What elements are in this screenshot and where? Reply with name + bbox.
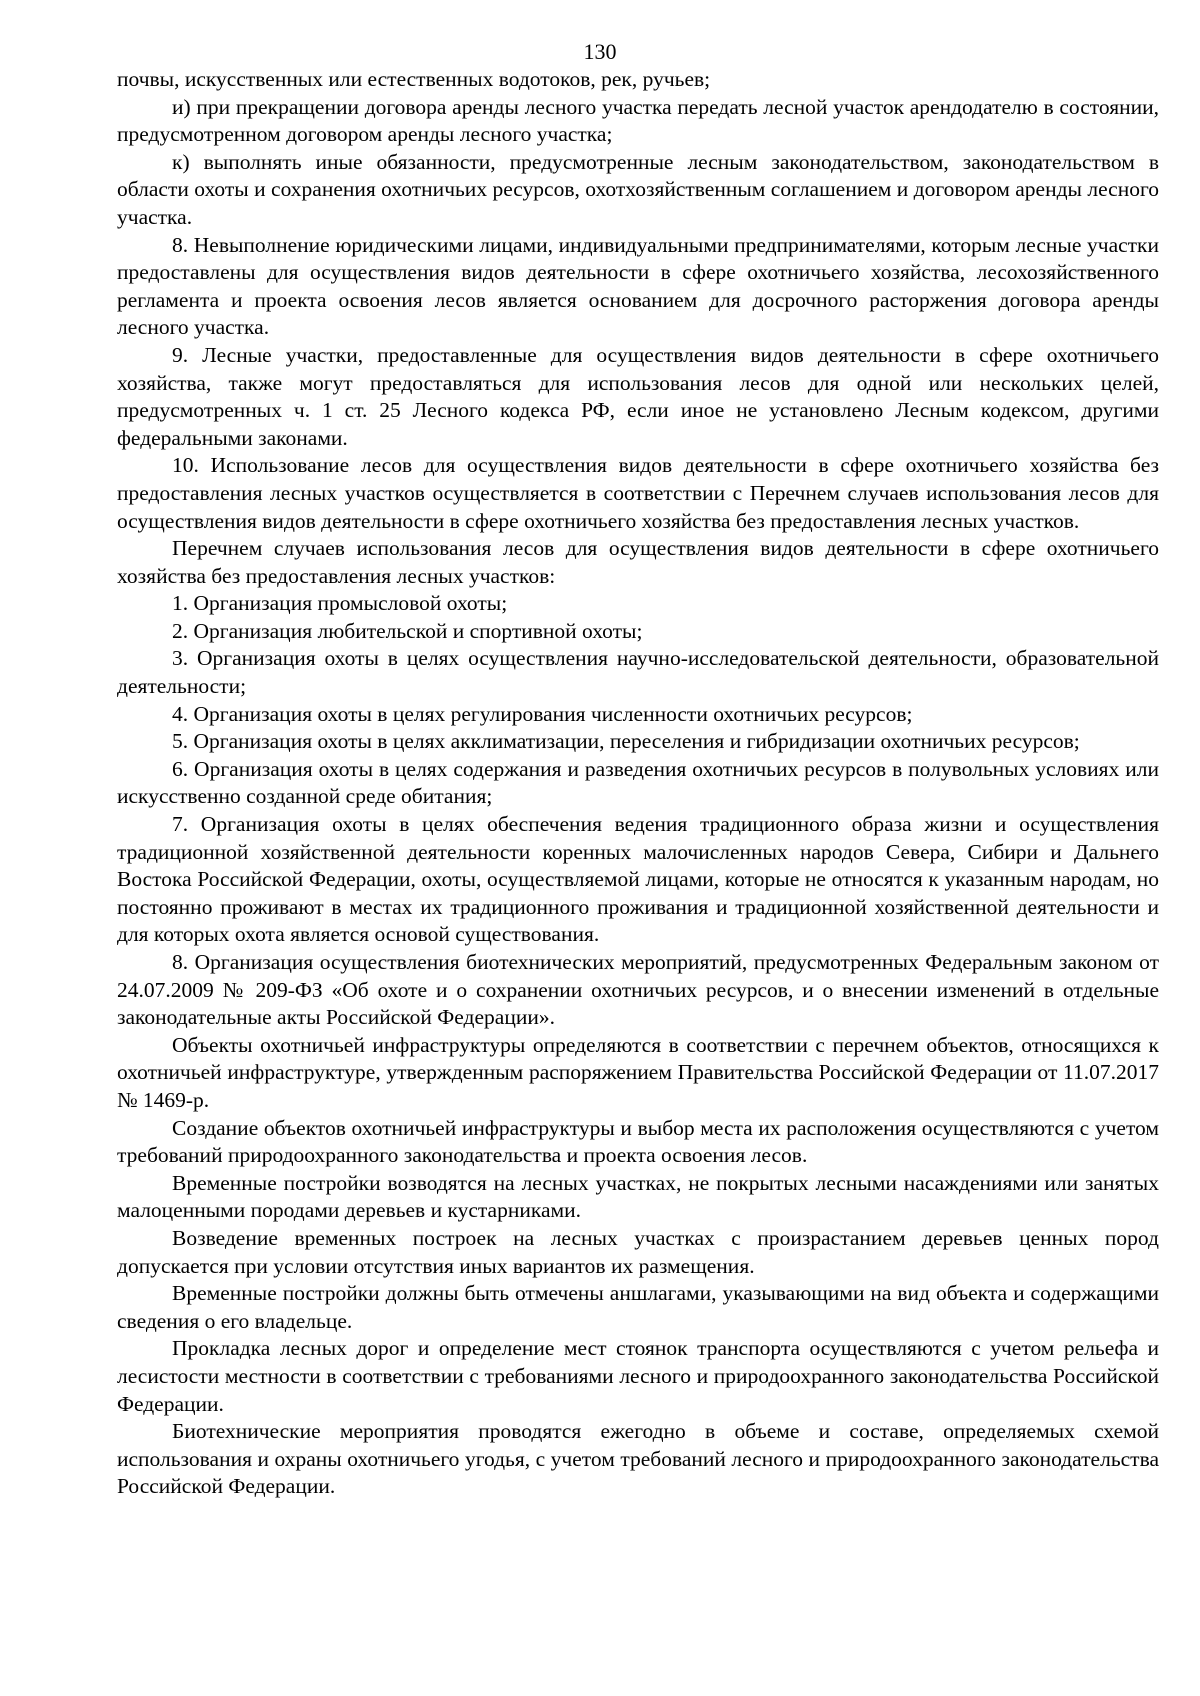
paragraph: 8. Невыполнение юридическими лицами, индивидуальными предпринимателями, которым лесные участки предоставлены для осуществления видов деятельности в сфере охотничьего хозяйства, лесохозяйственного регламента и проекта освоения лесов является основанием для досрочного расторжения договора аренды лесного участка. (117, 232, 1159, 340)
list-item: 5. Организация охоты в целях акклиматизации, переселения и гибридизации охотничьих ресурсов; (172, 729, 1080, 754)
paragraph: Возведение временных построек на лесных участках с произрастанием деревьев ценных пород допускается при условии отсутствия иных вариантов их размещения. (117, 1225, 1159, 1278)
list-item: 4. Организация охоты в целях регулирования численности охотничьих ресурсов; (172, 701, 913, 726)
list-item: 6. Организация охоты в целях содержания и разведения охотничьих ресурсов в полувольных условиях или искусственно созданной среде обитания; (117, 756, 1159, 809)
paragraph: Создание объектов охотничьей инфраструктуры и выбор места их расположения осуществляются с учетом требований природоохранного законодательства и проекта освоения лесов. (117, 1115, 1159, 1168)
paragraph: Временные постройки должны быть отмечены аншлагами, указывающими на вид объекта и содержащими сведения о его владельце. (117, 1281, 1159, 1333)
paragraph: 9. Лесные участки, предоставленные для осуществления видов деятельности в сфере охотничьего хозяйства, также могут предоставляться для использования лесов для одной или нескольких целей, предусмотренных ч. 1 ст. 25 Лесного кодекса РФ, если иное не установлено Лесным кодексом, другими федеральными законами. (117, 342, 1159, 450)
paragraph: и) при прекращении договора аренды лесного участка передать лесной участок арендодателю в состоянии, предусмотренном договором аренды лесного участка; (117, 94, 1159, 147)
list-item: 3. Организация охоты в целях осуществления научно-исследовательской деятельности, образовательной деятельности; (117, 646, 1159, 699)
paragraph: Временные постройки возводятся на лесных участках, не покрытых лесными насаждениями или занятых малоценными породами деревьев и кустарниками. (117, 1170, 1159, 1223)
paragraph: Прокладка лесных дорог и определение мест стоянок транспорта осуществляются с учетом рельефа и лесистости местности в соответствии с требованиями лесного и природоохранного законодательства Российской Федерации. (117, 1336, 1159, 1416)
paragraph: Биотехнические мероприятия проводятся ежегодно в объеме и составе, определяемых схемой использования и охраны охотничьего угодья, с учетом требований лесного и природоохранного законодательства Российской Федерации. (117, 1419, 1159, 1499)
document-body (117, 66, 1159, 1501)
list-item: 1. Организация промысловой охоты; (172, 591, 508, 616)
paragraph: 10. Использование лесов для осуществления видов деятельности в сфере охотничьего хозяйства без предоставления лесных участков осуществляется в соответствии с Перечнем случаев использования лесов для осуществления видов деятельности в сфере охотничьего хозяйства без предоставления лесных участков. (117, 453, 1159, 533)
paragraph: Перечнем случаев использования лесов для осуществления видов деятельности в сфере охотничьего хозяйства без предоставления лесных участков: (117, 536, 1159, 588)
list-item: 7. Организация охоты в целях обеспечения ведения традиционного образа жизни и осуществления традиционной хозяйственной деятельности коренных малочисленных народов Севера, Сибири и Дальнего Востока Российской Федерации, охоты, осуществляемой лицами, которые не относятся к указанным народам, но постоянно проживают в местах их традиционного проживания и традиционной хозяйственной деятельности и для которых охота является основой существования. (117, 812, 1159, 947)
list-item: 2. Организация любительской и спортивной охоты; (172, 618, 643, 643)
list-item: 8. Организация осуществления биотехнических мероприятий, предусмотренных Федеральным законом от 24.07.2009 № 209-ФЗ «Об охоте и о сохранении охотничьих ресурсов, и о внесении изменений в отдельные законодательные акты Российской Федерации». (117, 950, 1159, 1030)
page-number: 130 (583, 39, 617, 64)
paragraph: почвы, искусственных или естественных водотоков, рек, ручьев; (117, 67, 711, 91)
paragraph: Объекты охотничьей инфраструктуры определяются в соответствии с перечнем объектов, относящихся к охотничьей инфраструктуре, утвержденным распоряжением Правительства Российской Федерации от 11.07.2017 № 1469-р. (117, 1032, 1159, 1112)
paragraph: к) выполнять иные обязанности, предусмотренные лесным законодательством, законодательством в области охоты и сохранения охотничьих ресурсов, охотхозяйственным соглашением и договором аренды лесного участка. (117, 149, 1159, 229)
